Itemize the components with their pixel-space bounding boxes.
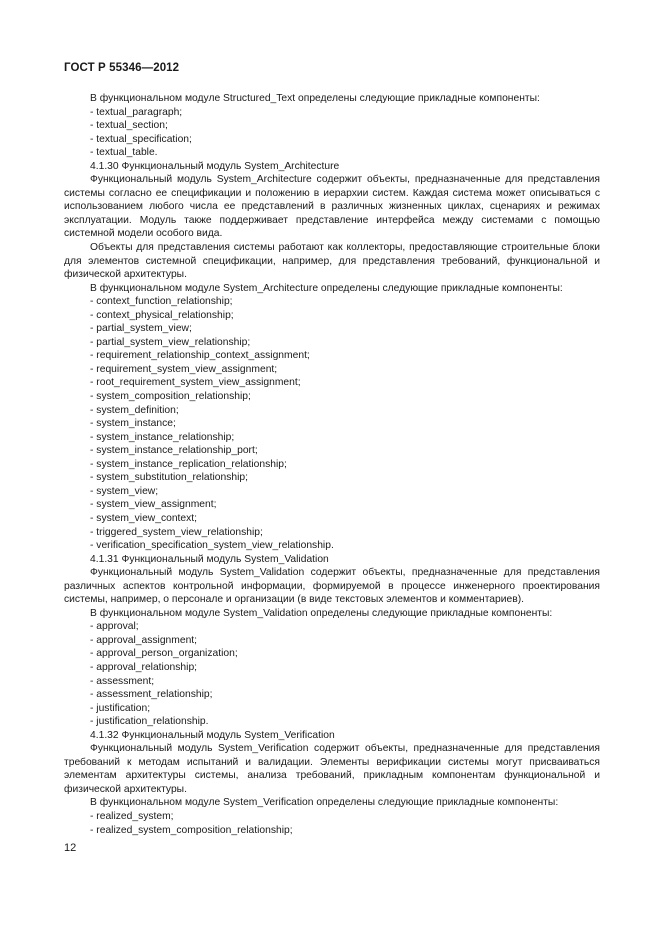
list-item: - partial_system_view_relationship; [90, 336, 251, 348]
list-item: - textual_paragraph; [90, 106, 183, 118]
list-item: - justification; [90, 702, 151, 714]
list-item: - system_instance; [90, 418, 176, 430]
section-heading: 4.1.30 Функциональный модуль System_Architecture [90, 160, 340, 172]
list-item: - system_instance_relationship; [90, 431, 235, 443]
list-item: - system_instance_replication_relationship; [90, 458, 287, 470]
list-item: - textual_section; [90, 120, 168, 132]
list-item: - approval_person_organization; [90, 648, 238, 660]
paragraph: Функциональный модуль System_Architecture содержит объекты, предназначенные для представления системы согласно ее спецификации и положению в иерархии систем. Каждая система может описываться с использованием любого числа ее представлений в различных жизненных циклах, сценариях и режимах эксплуатации. Модуль также поддерживает представление интерфейса между системами с помощью системной модели особого вида. [64, 174, 600, 240]
paragraph: В функциональном модуле Structured_Text определены следующие прикладные компоненты: [90, 93, 540, 104]
paragraph: В функциональном модуле System_Verification определены следующие прикладные компоненты: [90, 797, 559, 809]
paragraph: Функциональный модуль System_Validation содержит объекты, предназначенные для представления различных аспектов контрольной информации, формируемой в процессе инженерного проектирования системы, например, о персонале и организации (в виде текстовых элементов и комментариев). [64, 567, 600, 606]
section-heading: 4.1.32 Функциональный модуль System_Verification [90, 729, 335, 741]
list-item: - system_view_context; [90, 512, 198, 524]
list-item: - system_view_assignment; [90, 499, 217, 511]
list-item: - assessment_relationship; [90, 689, 213, 701]
list-item: - assessment; [90, 675, 155, 687]
list-item: - triggered_system_view_relationship; [90, 526, 263, 538]
list-item: - textual_table. [90, 147, 158, 159]
list-item: - justification_relationship. [90, 716, 209, 728]
list-item: - realized_system; [90, 810, 174, 822]
list-item: - system_substitution_relationship; [90, 472, 248, 484]
list-item: - context_physical_relationship; [90, 309, 234, 321]
list-item: - system_composition_relationship; [90, 391, 251, 403]
paragraph: В функциональном модуле System_Validation определены следующие прикладные компоненты: [90, 607, 553, 619]
list-item: - system_definition; [90, 404, 179, 416]
list-item: - approval; [90, 621, 139, 633]
list-item: - realized_system_composition_relationship; [90, 824, 293, 836]
document-header: ГОСТ Р 55346—2012 [64, 62, 180, 74]
document-body [64, 92, 600, 837]
list-item: - root_requirement_system_view_assignment; [90, 377, 301, 389]
paragraph: Функциональный модуль System_Verification содержит объекты, предназначенные для представления требований к методам испытаний и валидации. Элементы верификации системы могут присваиваться элементам архитектуры системы, анализа требований, прикладным компонентам функциональной и физической архитектуры. [64, 743, 600, 795]
list-item: - textual_specification; [90, 133, 192, 145]
list-item: - context_function_relationship; [90, 296, 233, 308]
list-item: - system_view; [90, 485, 159, 497]
list-item: - partial_system_view; [90, 323, 192, 335]
list-item: - approval_assignment; [90, 634, 198, 646]
list-item: - verification_specification_system_view_relationship. [90, 540, 334, 552]
list-item: - requirement_relationship_context_assignment; [90, 350, 310, 362]
component-list [64, 810, 600, 837]
component-list [64, 620, 600, 728]
section-heading: 4.1.31 Функциональный модуль System_Validation [90, 553, 329, 565]
paragraph: Объекты для представления системы работают как коллекторы, предоставляющие строительные блоки для элементов системной спецификации, например, для представления требований, функциональной и физической архитектуры. [64, 242, 600, 281]
component-list [64, 295, 600, 552]
component-list [64, 106, 600, 160]
page-number: 12 [64, 842, 77, 854]
paragraph: В функциональном модуле System_Architecture определены следующие прикладные компоненты: [90, 282, 563, 294]
list-item: - system_instance_relationship_port; [90, 445, 258, 457]
list-item: - requirement_system_view_assignment; [90, 363, 278, 375]
list-item: - approval_relationship; [90, 661, 198, 673]
